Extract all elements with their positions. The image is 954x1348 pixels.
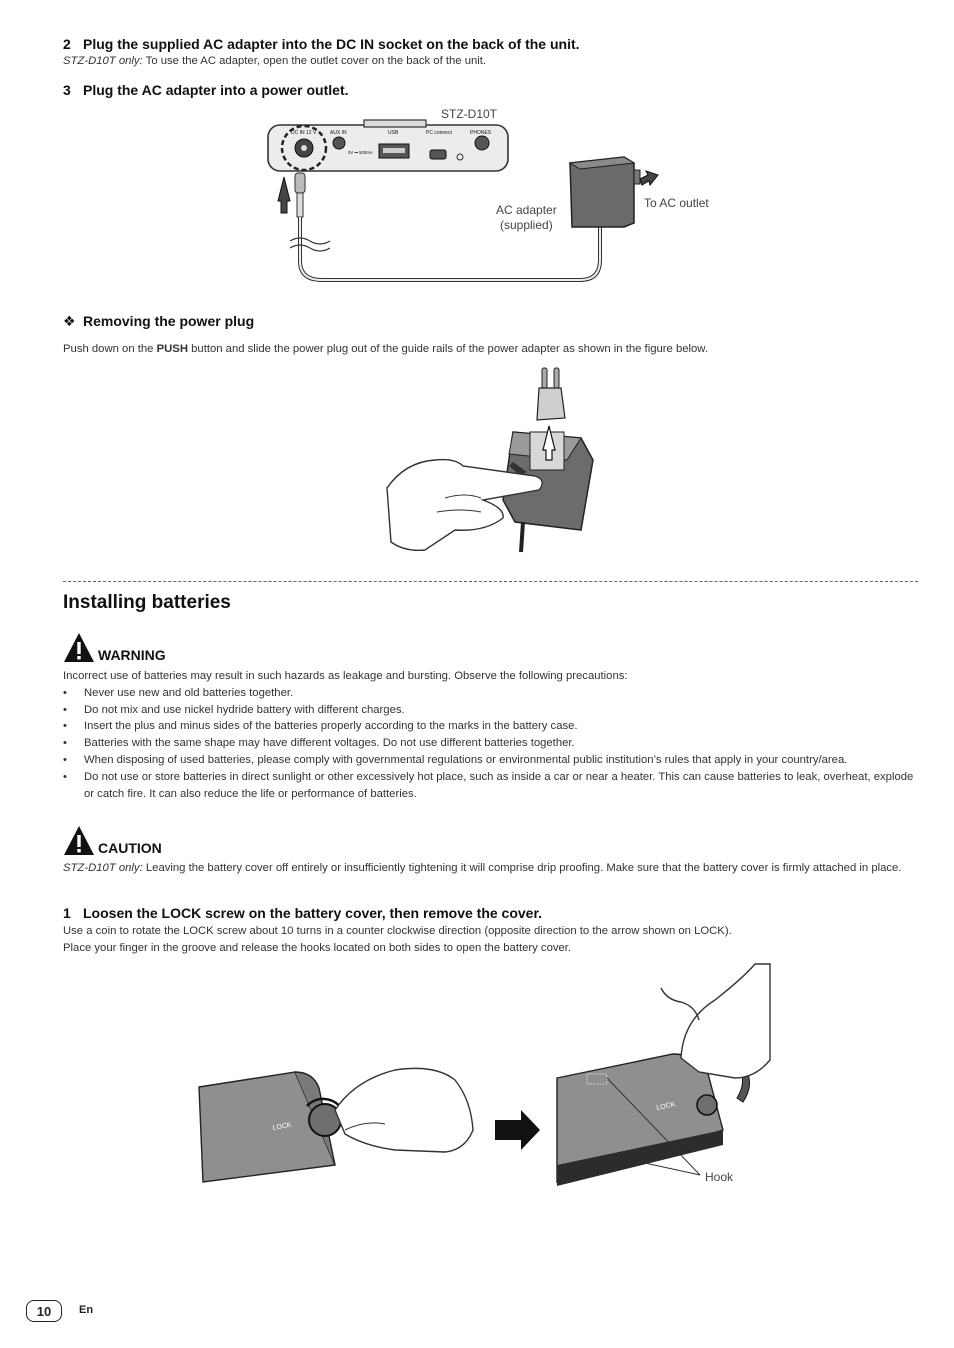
lock-label-right: LOCK <box>655 1101 677 1112</box>
usb-rating-label: 5V ⎓ 500mA <box>348 150 373 155</box>
section-divider <box>63 581 918 582</box>
step-1-text: Use a coin to rotate the LOCK screw about 10 turns in a counter clockwise direction (opposite direction to the arrow shown on LOCK). Place your finger in the groove and release the hooks located on both sides to open the battery cover. <box>63 925 732 954</box>
removing-plug-heading: ❖ Removing the power plug <box>63 313 255 329</box>
lock-label-left: LOCK <box>272 1121 293 1132</box>
warning-triangle-icon <box>63 632 95 664</box>
warning-body <box>63 668 918 802</box>
usb-label: USB <box>388 130 399 136</box>
phones-label: PHONES <box>470 130 492 136</box>
diamond-bullet-icon: ❖ <box>63 313 76 329</box>
warning-intro: Incorrect use of batteries may result in such hazards as leakage and bursting. Observe the following precautions: <box>63 670 628 682</box>
insert-arrow-icon <box>278 177 290 213</box>
warning-heading: WARNING <box>63 632 166 664</box>
dc-in-label: DC IN 12 V <box>291 130 317 136</box>
warning-item: • Insert the plus and minus sides of the batteries properly according to the marks in the battery case. <box>63 718 918 735</box>
step-2-heading: 2 Plug the supplied AC adapter into the DC IN socket on the back of the unit. <box>63 36 580 52</box>
caution-triangle-icon <box>63 825 95 857</box>
next-step-arrow-icon <box>495 1110 540 1150</box>
pc-connect-label: PC connect <box>426 130 452 136</box>
language-code: En <box>79 1304 94 1316</box>
caution-text: STZ-D10T only: Leaving the battery cover off entirely or insufficiently tightening it will comprise drip proofing. Make sure that the battery cover is firmly attached in place. <box>63 862 902 874</box>
outlet-arrow-icon <box>640 171 658 185</box>
battery-cover-figure <box>195 960 775 1195</box>
step-2-note: STZ-D10T only: To use the AC adapter, open the outlet cover on the back of the unit. <box>63 55 487 67</box>
ac-adapter-label: AC adapter (supplied) <box>496 203 557 232</box>
hook-label: Hook <box>705 1170 734 1184</box>
model-label: STZ-D10T <box>441 107 498 121</box>
installing-batteries-title: Installing batteries <box>63 592 231 613</box>
warning-item: • Do not use or store batteries in direct sunlight or other excessively hot place, such as inside a car or near a heater. This can cause batteries to leak, overheat, explode or catch fire. It can also reduce the life or performance of batteries. <box>63 769 918 803</box>
warning-item: • Never use new and old batteries together. <box>63 685 918 702</box>
remove-plug-figure <box>385 362 605 554</box>
ac-outlet-label: To AC outlet <box>644 196 709 210</box>
warning-item: • Do not mix and use nickel hydride battery with different charges. <box>63 702 918 719</box>
warning-item: • When disposing of used batteries, please comply with governmental regulations or environmental public institution’s rules that apply in your country/area. <box>63 752 918 769</box>
aux-in-label: AUX IN <box>330 130 347 136</box>
caution-heading: CAUTION <box>63 825 162 857</box>
page-number: 10 <box>26 1300 62 1322</box>
warning-item: • Batteries with the same shape may have different voltages. Do not use different batteries together. <box>63 735 918 752</box>
removing-plug-text: Push down on the PUSH button and slide the power plug out of the guide rails of the power adapter as shown in the figure below. <box>63 343 708 355</box>
step-3-heading: 3 Plug the AC adapter into a power outlet. <box>63 82 349 98</box>
step-1-heading: 1 Loosen the LOCK screw on the battery cover, then remove the cover. <box>63 905 543 921</box>
